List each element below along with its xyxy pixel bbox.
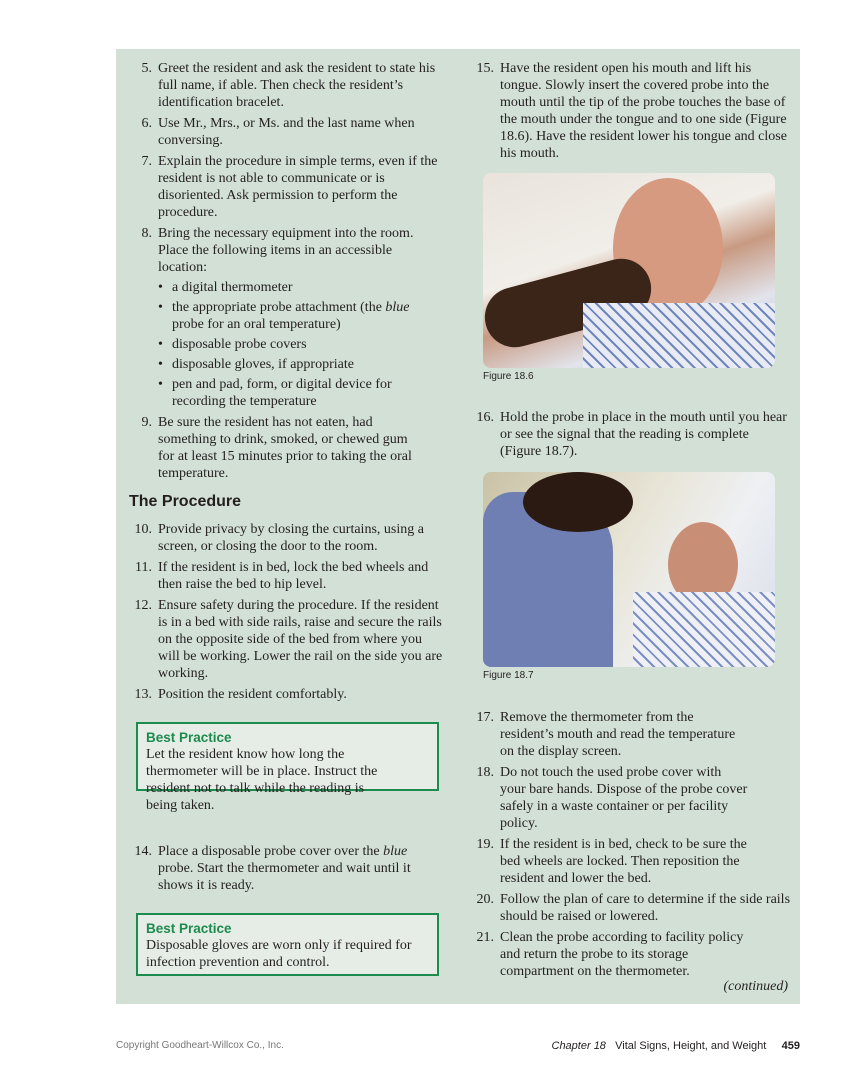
step-16-wrap [473, 409, 791, 464]
equipment-list [158, 279, 443, 410]
step-16 [473, 409, 791, 460]
step-number: 21. [476, 930, 494, 945]
step-number: 18. [476, 765, 494, 780]
step-number: 6. [141, 116, 152, 131]
step-text: If the resident is in bed, check to be sure the bed wheels are locked. Then reposition the resident and lower the bed. [500, 837, 747, 886]
figure-caption: Figure 18.6 [483, 371, 534, 382]
step-13 [131, 686, 443, 703]
step-text: Remove the thermometer from the resident’s mouth and read the temperature on the display screen. [500, 710, 736, 759]
step-number: 20. [476, 892, 494, 907]
step-14-wrap [131, 843, 443, 898]
box-title: Best Practice [146, 921, 232, 936]
step-text: Have the resident open his mouth and lift his tongue. Slowly insert the covered probe into the mouth until the tip of the probe touches the base of the mouth under the tongue and to one side (Figure 18.6). Have the resident lower his tongue and close his mouth. [500, 61, 787, 161]
continued-note: (continued) [723, 979, 788, 994]
step-text: Place a disposable probe cover over the [158, 844, 384, 859]
list-item: • a digital thermometer [158, 279, 443, 296]
list-item: • disposable gloves, if appropriate [158, 356, 443, 373]
list-item: • pen and pad, form, or digital device for recording the temperature [158, 376, 443, 410]
chapter-label: Chapter 18 [551, 1040, 606, 1052]
step-9 [131, 414, 423, 482]
step-20 [473, 891, 791, 925]
step-text: Use Mr., Mrs., or Ms. and the last name when conversing. [158, 116, 415, 148]
running-footer [552, 1040, 801, 1052]
step-5 [131, 60, 443, 111]
step-11 [131, 559, 443, 593]
emphasis: blue [385, 300, 410, 315]
right-steps [473, 709, 791, 984]
step-text: Be sure the resident has not eaten, had something to drink, smoked, or chewed gum for at least 15 minutes prior to taking the oral temperature. [158, 415, 412, 481]
step-number: 7. [141, 154, 152, 169]
procedure-steps [131, 521, 443, 707]
figure-18-7-photo [483, 472, 775, 667]
procedure-heading: The Procedure [129, 493, 242, 510]
list-item [158, 299, 443, 333]
emphasis: blue [383, 844, 408, 859]
text: the appropriate probe attachment (the [172, 300, 386, 315]
list-item: • disposable probe covers [158, 336, 443, 353]
step-17 [473, 709, 750, 760]
step-number: 13. [134, 687, 152, 702]
left-column [131, 60, 443, 486]
step-6 [131, 115, 443, 149]
step-number: 15. [476, 61, 494, 76]
step-number: 17. [476, 710, 494, 725]
text: probe for an oral temperature) [172, 317, 341, 332]
step-number: 14. [134, 844, 152, 859]
step-text: Position the resident comfortably. [158, 687, 347, 702]
step-number: 10. [134, 522, 152, 537]
step-text: Explain the procedure in simple terms, even if the resident is not able to communicate or is disoriented. Ask permission to perform the procedure. [158, 154, 438, 220]
best-practice-box [136, 722, 439, 813]
step-number: 8. [141, 226, 152, 241]
step-number: 12. [134, 598, 152, 613]
step-12 [131, 597, 443, 682]
step-21 [473, 929, 760, 980]
step-8 [131, 225, 443, 410]
step-text: Ensure safety during the procedure. If the resident is in a bed with side rails, raise and secure the rails on the opposite side of the bed from where you will be working. Lower the rail on the side you are working. [158, 598, 443, 681]
box-text: Disposable gloves are worn only if required for infection prevention and control. [146, 938, 412, 970]
box-title: Best Practice [146, 730, 232, 745]
step-19 [473, 836, 770, 887]
step-text: If the resident is in bed, lock the bed wheels and then raise the bed to hip level. [158, 560, 429, 592]
step-text: Bring the necessary equipment into the room. Place the following items in an accessible location: [158, 226, 414, 275]
step-number: 19. [476, 837, 494, 852]
best-practice-box [136, 913, 439, 976]
chapter-title: Vital Signs, Height, and Weight [615, 1040, 767, 1052]
step-10 [131, 521, 443, 555]
step-14 [131, 843, 443, 894]
step-text: Greet the resident and ask the resident to state his full name, if able. Then check the resident’s identification bracelet. [158, 61, 436, 110]
box-text: Let the resident know how long the thermometer will be in place. Instruct the resident not to talk while the reading is being taken. [146, 747, 378, 813]
copyright: Copyright Goodheart-Willcox Co., Inc. [116, 1040, 284, 1051]
step-15 [473, 60, 791, 162]
step-number: 5. [141, 61, 152, 76]
step-number: 9. [141, 415, 152, 430]
step-7 [131, 153, 443, 221]
step-text: probe. Start the thermometer and wait until it shows it is ready. [158, 861, 411, 893]
step-number: 11. [135, 560, 152, 575]
step-text: Provide privacy by closing the curtains, using a screen, or closing the door to the room. [158, 522, 424, 554]
figure-18-6-photo [483, 173, 775, 368]
step-text: Hold the probe in place in the mouth until you hear or see the signal that the reading is complete (Figure 18.7). [500, 410, 787, 459]
step-text: Clean the probe according to facility policy and return the probe to its storage compartment on the thermometer. [500, 930, 744, 979]
step-text: Do not touch the used probe cover with your bare hands. Dispose of the probe cover safely in a waste container or per facility policy. [500, 765, 748, 831]
figure-caption: Figure 18.7 [483, 670, 534, 681]
step-number: 16. [476, 410, 494, 425]
step-15-wrap [473, 60, 791, 166]
step-text: Follow the plan of care to determine if the side rails should be raised or lowered. [500, 892, 791, 924]
page-number: 459 [781, 1040, 800, 1052]
step-18 [473, 764, 750, 832]
